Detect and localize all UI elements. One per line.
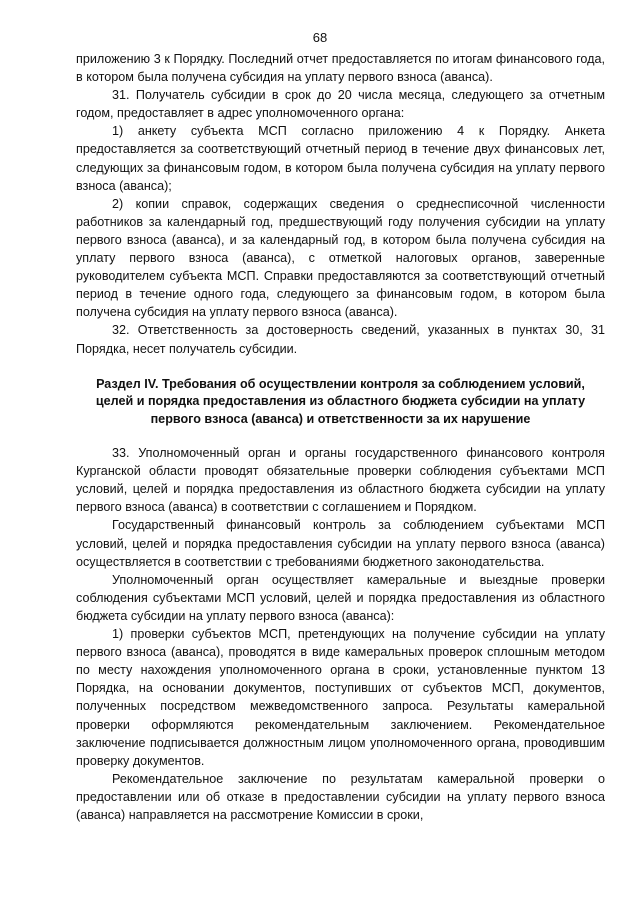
- paragraph-subitem-2: 2) копии справок, содержащих сведения о среднесписочной численности работников за календарный год, предшествующий году получения субсидии на уплату первого взноса (аванса), и за календарный год, в котором была получена субсидия на уплату первого взноса (аванса), с отметкой налоговых органов, заверенные руководителем субъекта МСП. Справки предоставляются за соответствующий отчетный период в течение одного года, следующего за финансовым годом, в котором была получена субсидия на уплату первого взноса (аванса).: [76, 196, 605, 320]
- page-number: 68: [312, 30, 328, 45]
- paragraph: Государственный финансовый контроль за соблюдением субъектами МСП условий, целей и порядка предоставления субсидии на уплату первого взноса (аванса) осуществляется в соответствии с требованиями бюджетного законодательства.: [76, 518, 605, 569]
- paragraph: Уполномоченный орган осуществляет камеральные и выездные проверки соблюдения субъектами МСП условий, целей и порядка предоставления из областного бюджета субсидии на уплату первого взноса (аванса):: [76, 572, 605, 623]
- page-content: [76, 50, 605, 824]
- paragraph-subitem-1: 1) проверки субъектов МСП, претендующих на получение субсидии на уплату первого взноса (аванса), проводятся в виде камеральных проверок сплошным методом по месту нахождения уполномоченного органа в сроки, установленные пунктом 13 Порядка, на основании документов, поступивших от субъектов МСП, документов, полученных посредством межведомственного запроса. Результаты камеральной проверки оформляются рекомендательным заключением. Рекомендательное заключение подписывается должностным лицом уполномоченного органа, проводившим проверку документов.: [76, 627, 605, 768]
- paragraph-subitem-1: 1) анкету субъекта МСП согласно приложению 4 к Порядку. Анкета предоставляется за соответствующий отчетный период в течение двух финансовых лет, следующих за финансовым годом, в котором была получена субсидия на уплату первого взноса (аванса);: [76, 124, 605, 193]
- paragraph-item-33: 33. Уполномоченный орган и органы государственного финансового контроля Курганской области проводят обязательные проверки соблюдения субъектами МСП условий, целей и порядка предоставления из областного бюджета субсидии на уплату первого взноса (аванса) в соответствии с соглашением и Порядком.: [76, 446, 605, 515]
- paragraph-item-31: 31. Получатель субсидии в срок до 20 числа месяца, следующего за отчетным годом, предоставляет в адрес уполномоченного органа:: [76, 88, 605, 121]
- section-heading: Раздел IV. Требования об осуществлении контроля за соблюдением условий, целей и порядка предоставления из областного бюджета субсидии на уплату первого взноса (аванса) и ответственности за их нарушение: [95, 376, 586, 426]
- paragraph-item-32: 32. Ответственность за достоверность сведений, указанных в пунктах 30, 31 Порядка, несет получатель субсидии.: [76, 323, 605, 356]
- paragraph: приложению 3 к Порядку. Последний отчет предоставляется по итогам финансового года, в котором была получена субсидия на уплату первого взноса (аванса).: [76, 52, 605, 85]
- paragraph: Рекомендательное заключение по результатам камеральной проверки о предоставлении или об отказе в предоставлении субсидии на уплату первого взноса (аванса) направляется на рассмотрение Комиссии в сроки,: [76, 771, 605, 822]
